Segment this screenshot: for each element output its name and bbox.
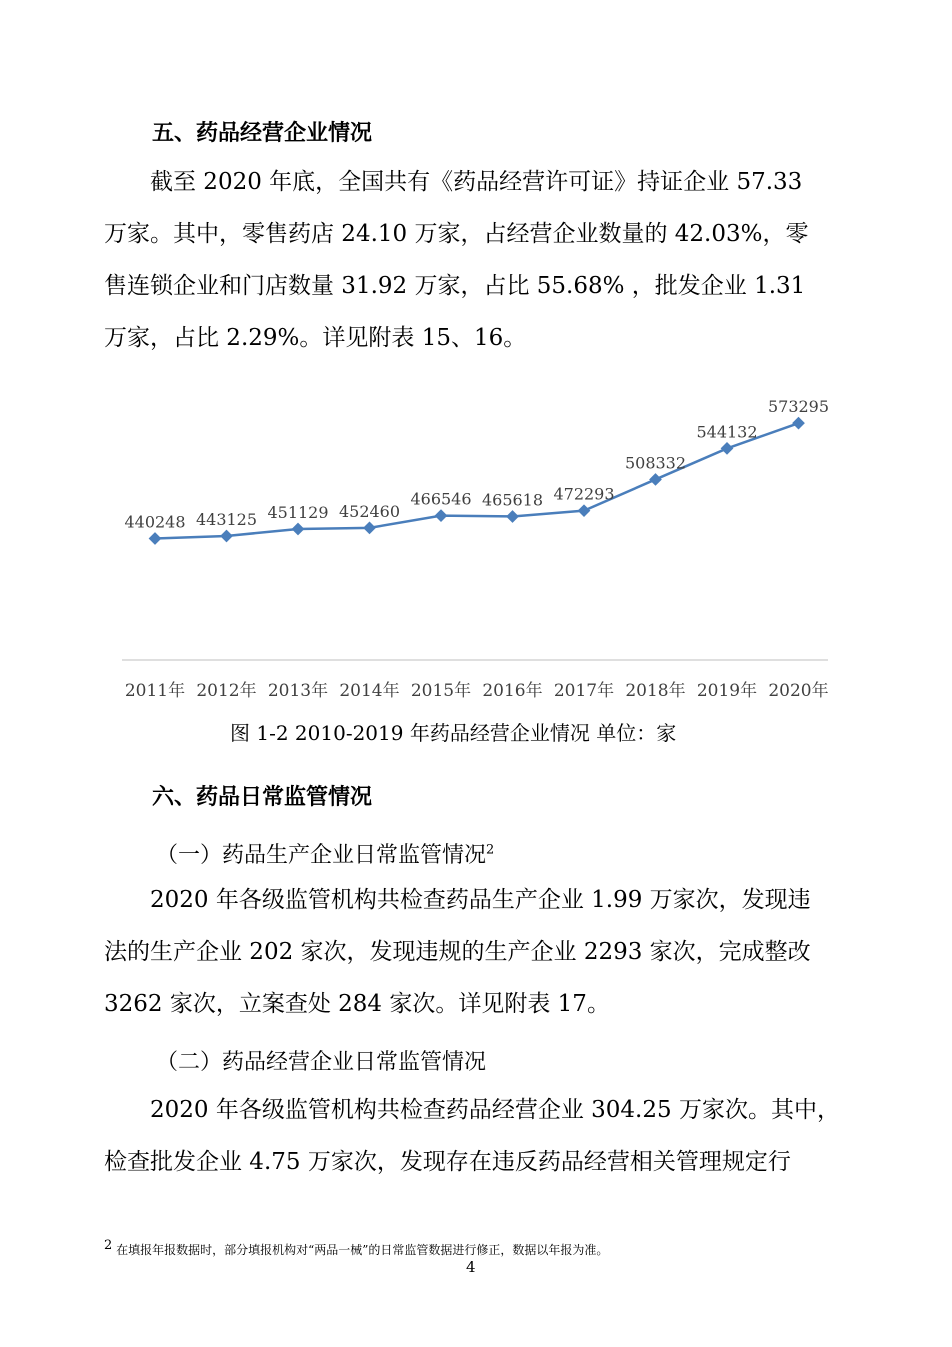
pharmacy-enterprise-line-chart: [100, 395, 860, 705]
section-6-heading: 六、药品日常监管情况: [152, 785, 373, 810]
paragraph-line: 万家。其中，零售药店 24.10 万家，占经营企业数量的 42.03%，零: [104, 221, 809, 247]
x-tick-label: 2017年: [553, 681, 615, 701]
footnote-reference[interactable]: 2: [486, 842, 495, 858]
data-point: [149, 532, 162, 545]
subsection-2-heading: （二）药品经营企业日常监管情况: [156, 1050, 487, 1075]
footnote: [104, 1238, 608, 1258]
figure-caption: 图 1-2 2010-2019 年药品经营企业情况 单位：家: [230, 721, 677, 745]
data-point: [506, 510, 519, 523]
x-tick-label: 2014年: [339, 681, 400, 701]
footnote-text: 在填报年报数据时，部分填报机构对“两品一械”的日常监管数据进行修正，数据以年报为准。: [116, 1243, 609, 1257]
paragraph-line: 3262 家次，立案查处 284 家次。详见附表 17。: [104, 991, 610, 1017]
x-tick-label: 2020年: [768, 681, 829, 701]
x-tick-label: 2016年: [482, 681, 543, 701]
data-label: 451129: [267, 503, 329, 523]
paragraph-line: 2020 年各级监管机构共检查药品经营企业 304.25 万家次。其中，: [150, 1097, 840, 1123]
data-point: [363, 522, 376, 535]
subsection-1-title: （一）药品生产企业日常监管情况: [156, 843, 487, 868]
paragraph-line: 售连锁企业和门店数量 31.92 万家，占比 55.68% ，批发企业 1.31: [104, 273, 806, 299]
data-point: [435, 509, 448, 522]
footnote-mark: 2: [104, 1238, 113, 1253]
data-point: [792, 417, 805, 430]
data-label: 544132: [696, 422, 758, 442]
data-point: [220, 530, 233, 543]
paragraph-line: 检查批发企业 4.75 万家次，发现存在违反药品经营相关管理规定行: [104, 1149, 791, 1175]
data-point: [292, 523, 305, 536]
x-tick-label: 2018年: [625, 681, 686, 701]
page-number: 4: [466, 1258, 476, 1276]
data-label: 443125: [195, 509, 258, 529]
x-tick-label: 2011年: [124, 681, 186, 701]
data-label: 465618: [481, 490, 544, 510]
data-label: 466546: [410, 489, 472, 509]
x-tick-label: 2013年: [267, 681, 329, 701]
subsection-2-paragraph: [104, 1084, 854, 1188]
subsection-1-heading: [156, 838, 494, 869]
paragraph-line: 万家，占比 2.29%。详见附表 15、16。: [104, 325, 527, 351]
data-point: [649, 473, 662, 486]
data-label: 508332: [624, 453, 687, 473]
subsection-1-paragraph: [104, 874, 854, 1030]
data-point: [578, 504, 591, 517]
data-point: [721, 442, 734, 455]
paragraph-line: 2020 年各级监管机构共检查药品生产企业 1.99 万家次，发现违: [150, 887, 811, 913]
data-label: 452460: [338, 501, 401, 521]
data-label: 573295: [767, 397, 830, 417]
section-5-heading: 五、药品经营企业情况: [152, 121, 373, 146]
paragraph-line: 法的生产企业 202 家次，发现违规的生产企业 2293 家次，完成整改: [104, 939, 811, 965]
section-5-paragraph: [104, 156, 854, 364]
paragraph-line: 截至 2020 年底，全国共有《药品经营许可证》持证企业 57.33: [150, 169, 803, 195]
data-label: 440248: [124, 512, 186, 532]
x-tick-label: 2019年: [696, 681, 758, 701]
x-tick-label: 2012年: [196, 681, 257, 701]
data-label: 472293: [553, 484, 615, 504]
x-tick-label: 2015年: [410, 681, 472, 701]
